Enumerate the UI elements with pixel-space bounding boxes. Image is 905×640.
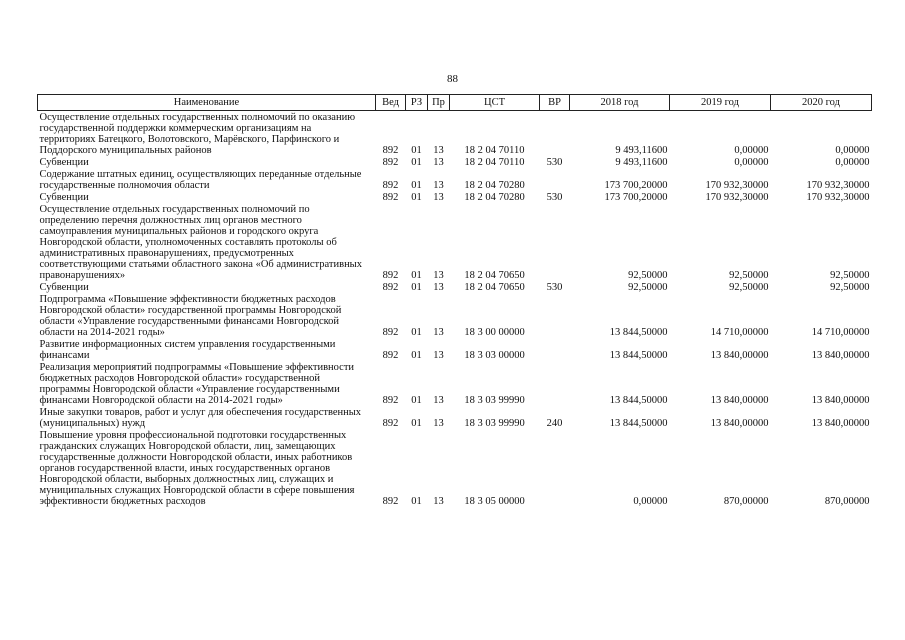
row-name: Развитие информационных систем управления государственными финансами bbox=[39, 339, 336, 361]
row-ved: 892 bbox=[382, 350, 399, 361]
header-2018: 2018 год bbox=[570, 95, 670, 111]
row-2020: 13 840,00000 bbox=[811, 418, 870, 429]
table-row bbox=[38, 361, 872, 406]
row-rz: 01 bbox=[411, 350, 422, 361]
row-name: Субвенции bbox=[39, 157, 89, 168]
row-vr: 530 bbox=[546, 157, 563, 168]
row-2020: 92,50000 bbox=[830, 282, 870, 293]
row-name: Подпрограмма «Повышение эффективности бюджетных расходов Новгородской области» государственной программы Новгородской области «Управление государственными финансами Новгородской области на 2014-2021 годы» bbox=[39, 294, 342, 338]
row-pr: 13 bbox=[433, 157, 444, 168]
row-2020: 14 710,00000 bbox=[811, 327, 870, 338]
table-row bbox=[38, 191, 872, 203]
row-cst: 18 2 04 70280 bbox=[464, 192, 525, 203]
row-2018: 173 700,20000 bbox=[604, 192, 668, 203]
row-ved: 892 bbox=[382, 270, 399, 281]
row-rz: 01 bbox=[411, 145, 422, 156]
row-2020: 870,00000 bbox=[824, 496, 870, 507]
table-row bbox=[38, 281, 872, 293]
row-pr: 13 bbox=[433, 395, 444, 406]
row-2020: 0,00000 bbox=[835, 145, 870, 156]
table-row bbox=[38, 406, 872, 429]
row-cst: 18 3 00 00000 bbox=[464, 327, 525, 338]
row-2019: 170 932,30000 bbox=[705, 192, 769, 203]
table-row bbox=[38, 338, 872, 361]
budget-table bbox=[37, 94, 872, 507]
header-ved: Вед bbox=[376, 95, 406, 111]
row-ved: 892 bbox=[382, 496, 399, 507]
row-rz: 01 bbox=[411, 282, 422, 293]
row-ved: 892 bbox=[382, 327, 399, 338]
row-2018: 13 844,50000 bbox=[609, 395, 668, 406]
row-2019: 170 932,30000 bbox=[705, 180, 769, 191]
row-vr bbox=[540, 338, 570, 361]
row-2020: 92,50000 bbox=[830, 270, 870, 281]
row-2018: 173 700,20000 bbox=[604, 180, 668, 191]
row-vr bbox=[540, 293, 570, 338]
header-cst: ЦСТ bbox=[450, 95, 540, 111]
row-rz: 01 bbox=[411, 270, 422, 281]
page-number: 88 bbox=[447, 73, 458, 85]
row-name: Повышение уровня профессиональной подготовки государственных гражданских служащих Новгородской области, лиц, замещающих государственные должности Новгородской области, иных работников органов государственной власти, иных государственных органов Новгородской области, выборных должностных лиц, служащих и муниципальных служащих Новгородской области в сфере повышения эффективности бюджетных расходов bbox=[39, 430, 355, 507]
row-cst: 18 2 04 70650 bbox=[464, 270, 525, 281]
row-2019: 870,00000 bbox=[723, 496, 769, 507]
row-rz: 01 bbox=[411, 418, 422, 429]
row-2019: 92,50000 bbox=[729, 270, 769, 281]
row-pr: 13 bbox=[433, 418, 444, 429]
row-pr: 13 bbox=[433, 327, 444, 338]
table-row bbox=[38, 203, 872, 281]
row-2018: 13 844,50000 bbox=[609, 327, 668, 338]
row-cst: 18 2 04 70650 bbox=[464, 282, 525, 293]
row-vr bbox=[540, 203, 570, 281]
header-row bbox=[38, 95, 872, 111]
header-pr: Пр bbox=[428, 95, 450, 111]
row-cst: 18 3 05 00000 bbox=[464, 496, 525, 507]
row-ved: 892 bbox=[382, 192, 399, 203]
row-ved: 892 bbox=[382, 180, 399, 191]
row-vr: 530 bbox=[546, 282, 563, 293]
row-pr: 13 bbox=[433, 180, 444, 191]
row-name: Осуществление отдельных государственных полномочий по оказанию государственной поддержки коммерческим организациям на территориях Батецкого, Волотовского, Марёвского, Парфинского и Поддорского муниципальных районов bbox=[39, 112, 356, 156]
row-vr bbox=[540, 429, 570, 507]
header-2020: 2020 год bbox=[771, 95, 872, 111]
row-pr: 13 bbox=[433, 350, 444, 361]
row-2019: 0,00000 bbox=[734, 145, 769, 156]
table-row bbox=[38, 293, 872, 338]
row-ved: 892 bbox=[382, 145, 399, 156]
row-rz: 01 bbox=[411, 157, 422, 168]
row-2018: 0,00000 bbox=[633, 496, 668, 507]
row-pr: 13 bbox=[433, 282, 444, 293]
header-2019: 2019 год bbox=[670, 95, 771, 111]
table-row bbox=[38, 168, 872, 191]
row-2020: 13 840,00000 bbox=[811, 350, 870, 361]
row-cst: 18 2 04 70280 bbox=[464, 180, 525, 191]
row-ved: 892 bbox=[382, 282, 399, 293]
row-2019: 13 840,00000 bbox=[710, 418, 769, 429]
row-pr: 13 bbox=[433, 145, 444, 156]
row-2020: 170 932,30000 bbox=[806, 192, 870, 203]
row-cst: 18 3 03 99990 bbox=[464, 418, 525, 429]
row-ved: 892 bbox=[382, 395, 399, 406]
row-2019: 0,00000 bbox=[734, 157, 769, 168]
row-name: Осуществление отдельных государственных полномочий по определению перечня должностных лиц органов местного самоуправления муниципальных районов и городского округа Новгородской области, уполномоченных составлять протоколы об административных правонарушениях, предусмотренных соответствующими статьями областного закона «Об административных правонарушениях» bbox=[39, 204, 362, 281]
row-cst: 18 2 04 70110 bbox=[464, 157, 525, 168]
row-rz: 01 bbox=[411, 192, 422, 203]
row-name: Иные закупки товаров, работ и услуг для обеспечения государственных (муниципальных) нужд bbox=[39, 407, 362, 429]
table-row bbox=[38, 156, 872, 168]
row-vr bbox=[540, 111, 570, 157]
row-2018: 9 493,11600 bbox=[615, 145, 668, 156]
row-vr: 240 bbox=[546, 418, 563, 429]
row-name: Субвенции bbox=[39, 192, 89, 203]
row-2018: 92,50000 bbox=[628, 282, 668, 293]
row-2018: 13 844,50000 bbox=[609, 418, 668, 429]
row-2019: 92,50000 bbox=[729, 282, 769, 293]
row-pr: 13 bbox=[433, 192, 444, 203]
row-2020: 13 840,00000 bbox=[811, 395, 870, 406]
row-cst: 18 3 03 00000 bbox=[464, 350, 525, 361]
row-name: Содержание штатных единиц, осуществляющих переданные отдельные государственные полномочия области bbox=[39, 169, 362, 191]
row-cst: 18 3 03 99990 bbox=[464, 395, 525, 406]
row-2019: 13 840,00000 bbox=[710, 350, 769, 361]
header-vr: ВР bbox=[540, 95, 570, 111]
header-rz: РЗ bbox=[406, 95, 428, 111]
row-2020: 0,00000 bbox=[835, 157, 870, 168]
row-name: Реализация мероприятий подпрограммы «Повышение эффективности бюджетных расходов Новгородской области» государственной программы Новгородской области «Управление государственными финансами Новгородской области на 2014-2021 годы» bbox=[39, 362, 355, 406]
row-2020: 170 932,30000 bbox=[806, 180, 870, 191]
row-2019: 14 710,00000 bbox=[710, 327, 769, 338]
row-rz: 01 bbox=[411, 496, 422, 507]
row-vr: 530 bbox=[546, 192, 563, 203]
row-name: Субвенции bbox=[39, 282, 89, 293]
row-pr: 13 bbox=[433, 270, 444, 281]
row-rz: 01 bbox=[411, 395, 422, 406]
row-2019: 13 840,00000 bbox=[710, 395, 769, 406]
table-row bbox=[38, 429, 872, 507]
row-2018: 13 844,50000 bbox=[609, 350, 668, 361]
table-row bbox=[38, 111, 872, 157]
row-pr: 13 bbox=[433, 496, 444, 507]
row-rz: 01 bbox=[411, 180, 422, 191]
row-ved: 892 bbox=[382, 157, 399, 168]
row-2018: 9 493,11600 bbox=[615, 157, 668, 168]
row-cst: 18 2 04 70110 bbox=[464, 145, 525, 156]
header-name: Наименование bbox=[38, 95, 376, 111]
row-vr bbox=[540, 361, 570, 406]
row-ved: 892 bbox=[382, 418, 399, 429]
row-rz: 01 bbox=[411, 327, 422, 338]
row-2018: 92,50000 bbox=[628, 270, 668, 281]
row-vr bbox=[540, 168, 570, 191]
